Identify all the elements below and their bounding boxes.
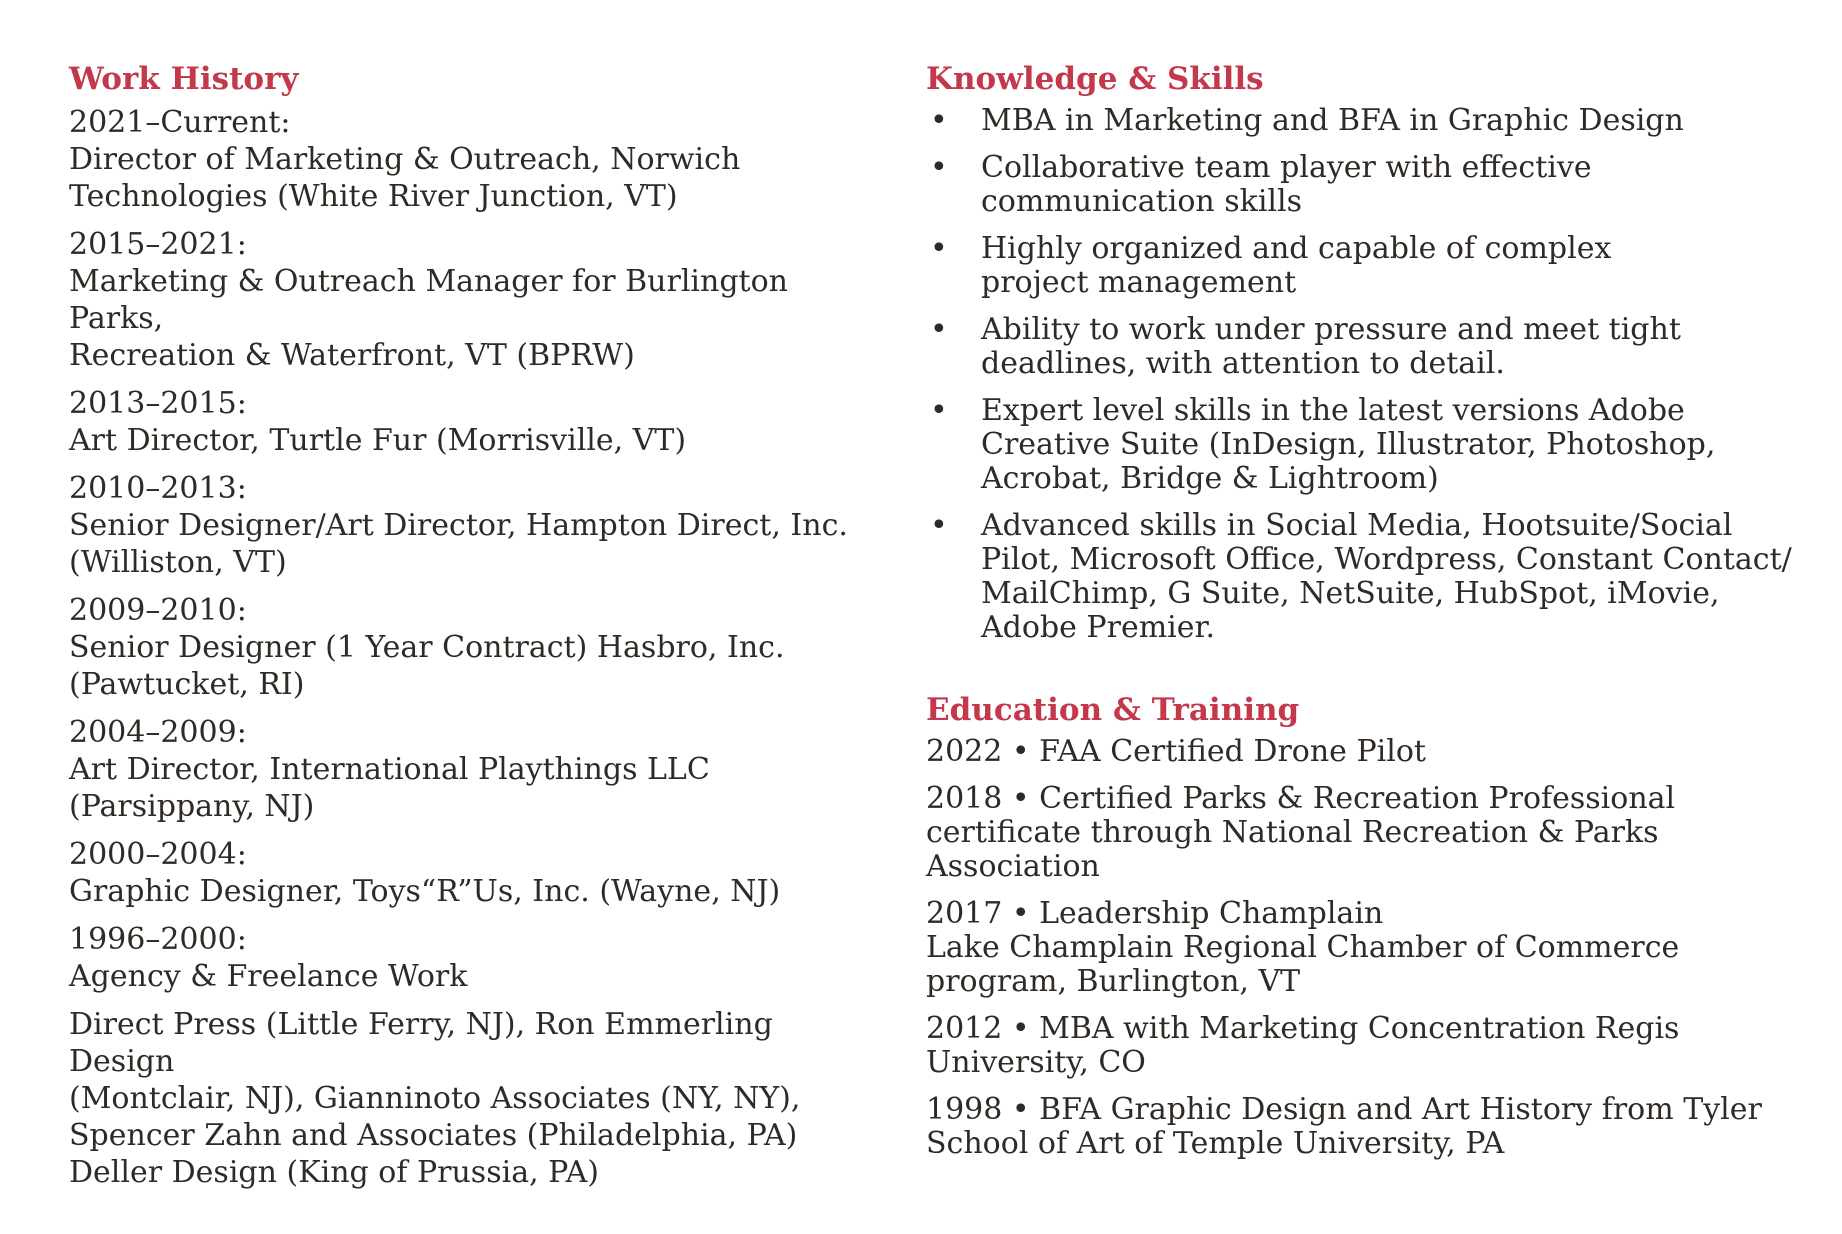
- skill-item: [926, 232, 1806, 300]
- skill-line: Creative Suite (InDesign, Illustrator, Photoshop,: [981, 427, 1716, 462]
- skill-line: Expert level skills in the latest versions Adobe: [981, 393, 1685, 428]
- freelance-line: Direct Press (Little Ferry, NJ), Ron Emmerling Design: [69, 1007, 773, 1079]
- work-entry-line: Art Director, International Playthings LLC: [69, 752, 710, 787]
- education-item: [926, 782, 1806, 884]
- education-line: 2017 • Leadership Champlain: [926, 896, 1384, 931]
- skills-list: [926, 104, 1806, 645]
- education-line: School of Art of Temple University, PA: [926, 1126, 1505, 1161]
- education-line: certificate through National Recreation & Parks: [926, 815, 1659, 850]
- work-entry: [69, 714, 869, 825]
- freelance-clients: [69, 1006, 869, 1191]
- work-entry-line: Recreation & Waterfront, VT (BPRW): [69, 338, 635, 373]
- work-entry-line: Director of Marketing & Outreach, Norwich: [69, 142, 741, 177]
- skill-item: [926, 104, 1806, 138]
- skill-line: Ability to work under pressure and meet tight: [981, 312, 1681, 347]
- work-history-column: [69, 58, 869, 1202]
- work-entry-line: Technologies (White River Junction, VT): [69, 179, 678, 214]
- freelance-line: Deller Design (King of Prussia, PA): [69, 1155, 599, 1190]
- bullet-icon: •: [930, 150, 948, 185]
- work-entry-period: 2021–Current:: [69, 105, 291, 140]
- education-item: [926, 1012, 1806, 1080]
- work-entry-line: (Williston, VT): [69, 545, 287, 580]
- education-line: program, Burlington, VT: [926, 964, 1301, 999]
- work-entry-line: Graphic Designer, Toys“R”Us, Inc. (Wayne, NJ): [69, 874, 781, 909]
- skill-item: [926, 151, 1806, 219]
- skill-line: Pilot, Microsoft Office, Wordpress, Constant Contact/: [981, 542, 1792, 577]
- work-entry: [69, 592, 869, 703]
- education-section: [926, 689, 1806, 1161]
- work-entry-line: (Pawtucket, RI): [69, 667, 305, 702]
- education-line: 2012 • MBA with Marketing Concentration Regis: [926, 1011, 1680, 1046]
- education-item: [926, 1093, 1806, 1161]
- bullet-icon: •: [930, 103, 948, 138]
- skill-line: Collaborative team player with effective: [981, 150, 1592, 185]
- skill-line: Highly organized and capable of complex: [981, 231, 1612, 266]
- education-item: [926, 897, 1806, 999]
- work-entry: [69, 921, 869, 995]
- work-entry-period: 2004–2009:: [69, 715, 247, 750]
- skill-line: deadlines, with attention to detail.: [981, 346, 1505, 381]
- skill-item: [926, 509, 1806, 645]
- work-entry: [69, 226, 869, 374]
- bullet-icon: •: [930, 231, 948, 266]
- bullet-icon: •: [930, 312, 948, 347]
- education-line: Association: [926, 849, 1100, 884]
- skill-item: [926, 394, 1806, 496]
- skills-heading: Knowledge & Skills: [926, 61, 1264, 97]
- work-entry-period: 2013–2015:: [69, 386, 247, 421]
- freelance-line: (Montclair, NJ), Gianninoto Associates (NY, NY),: [69, 1081, 801, 1116]
- education-line: Lake Champlain Regional Chamber of Commerce: [926, 930, 1680, 965]
- skill-item: [926, 313, 1806, 381]
- education-line: University, CO: [926, 1045, 1146, 1080]
- education-item: [926, 735, 1806, 769]
- skills-education-column: [926, 58, 1806, 1174]
- skill-line: MailChimp, G Suite, NetSuite, HubSpot, iMovie,: [981, 576, 1720, 611]
- education-line: 1998 • BFA Graphic Design and Art History from Tyler: [926, 1092, 1762, 1127]
- work-entry-period: 1996–2000:: [69, 922, 247, 957]
- work-entry-line: Senior Designer (1 Year Contract) Hasbro, Inc.: [69, 630, 785, 665]
- education-line: 2018 • Certified Parks & Recreation Professional: [926, 781, 1676, 816]
- work-entry-period: 2009–2010:: [69, 593, 247, 628]
- work-entry: [69, 104, 869, 215]
- work-entry-line: Senior Designer/Art Director, Hampton Direct, Inc.: [69, 508, 848, 543]
- work-entry-period: 2010–2013:: [69, 471, 247, 506]
- skill-line: Advanced skills in Social Media, Hootsuite/Social: [981, 508, 1733, 543]
- freelance-line: Spencer Zahn and Associates (Philadelphia, PA): [69, 1118, 798, 1153]
- bullet-icon: •: [930, 393, 948, 428]
- work-entry-line: Art Director, Turtle Fur (Morrisville, VT): [69, 423, 687, 458]
- work-entry-line: Marketing & Outreach Manager for Burlington Parks,: [69, 264, 788, 336]
- work-entry: [69, 470, 869, 581]
- skill-line: Acrobat, Bridge & Lightroom): [981, 461, 1439, 496]
- skill-line: Adobe Premier.: [981, 610, 1216, 645]
- work-entry: [69, 385, 869, 459]
- skill-line: project management: [981, 265, 1297, 300]
- work-entry-line: Agency & Freelance Work: [69, 959, 468, 994]
- skill-line: communication skills: [981, 184, 1303, 219]
- education-heading: Education & Training: [926, 692, 1300, 728]
- work-entry: [69, 836, 869, 910]
- work-history-heading: Work History: [69, 61, 299, 97]
- bullet-icon: •: [930, 508, 948, 543]
- work-entry-period: 2015–2021:: [69, 227, 247, 262]
- education-line: 2022 • FAA Certified Drone Pilot: [926, 734, 1426, 769]
- skill-line: MBA in Marketing and BFA in Graphic Design: [981, 103, 1684, 138]
- work-entry-period: 2000–2004:: [69, 837, 247, 872]
- work-entry-line: (Parsippany, NJ): [69, 789, 315, 824]
